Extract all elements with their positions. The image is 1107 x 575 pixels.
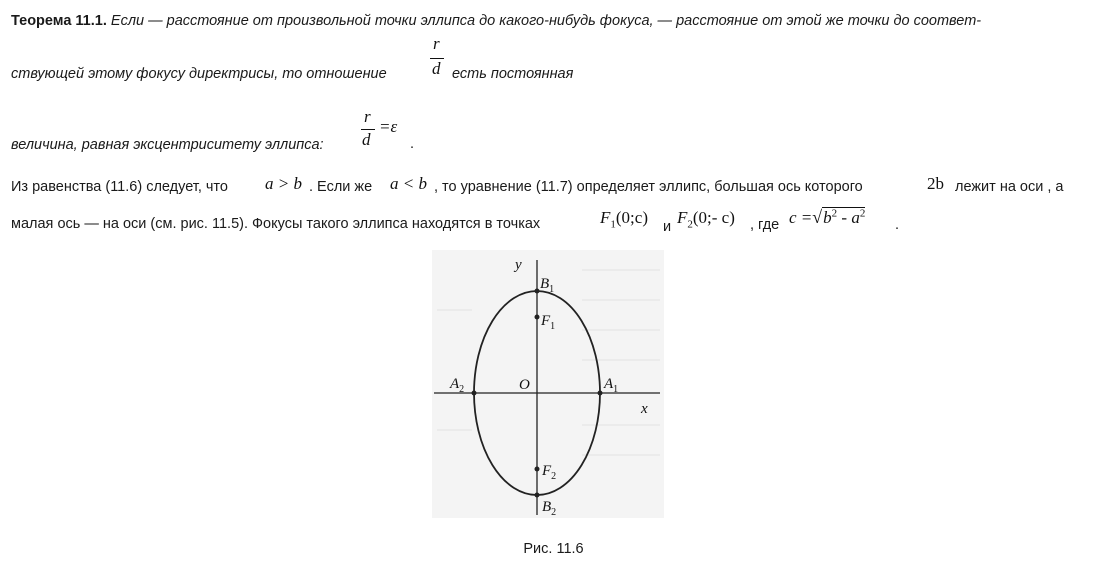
label-b1: $B_1$ (540, 276, 555, 295)
para-t1: Из равенства (11.6) следует, что (11, 179, 228, 195)
ratio-denominator: d (432, 59, 441, 78)
label-f2: $F_2$ (542, 463, 557, 482)
figure-caption: Рис. 11.6 (523, 541, 584, 557)
label-f1: $F_1$ (541, 313, 556, 332)
point-a2 (472, 391, 477, 396)
point-f1 (535, 315, 540, 320)
para-t5: малая ось — на оси (см. рис. 11.5). Фокусы такого эллипса находятся в точках (11, 216, 541, 232)
theorem-line-2-post: есть постоянная (452, 66, 574, 82)
theorem-line-3: величина, равная эксцентриситету эллипса: (11, 137, 324, 153)
math-a-lt-b: a < b (390, 174, 427, 193)
eq-period: . (410, 136, 415, 152)
eq-numerator: r (364, 107, 371, 126)
para-t6: , где (750, 217, 780, 233)
label-axis-y: y (515, 257, 522, 273)
eq-denominator: d (362, 130, 371, 149)
label-origin: O (519, 377, 530, 393)
label-a1: $A_1$ (604, 376, 619, 395)
point-f2 (535, 467, 540, 472)
para-end: . (895, 217, 900, 233)
math-2b: 2b (927, 174, 944, 193)
para-and: и (663, 219, 672, 235)
label-axis-x: x (641, 401, 648, 417)
math-c-eq: $c =√b^2 - a^2$ (789, 207, 866, 227)
label-a2: $A_2$ (450, 376, 465, 395)
focus-f2: $F_2(0;-$ c) (677, 208, 735, 231)
point-b2 (535, 493, 540, 498)
point-a1 (598, 391, 603, 396)
ellipse-diagram (432, 250, 664, 518)
para-t2: . Если же (309, 179, 373, 195)
theorem-label: Теорема 11.1. (11, 13, 107, 29)
theorem-text-1: Если — расстояние от произвольной точки эллипса до какого-нибудь фокуса, — расстояние от этой же точки до соответ- (110, 13, 982, 29)
para-t3: , то уравнение (11.7) определяет эллипс, большая ось которого (434, 179, 863, 195)
theorem-line-2-pre: ствующей этому фокусу директрисы, то отношение (11, 66, 387, 82)
para-t4: лежит на оси , а (955, 179, 1064, 195)
point-b1 (535, 289, 540, 294)
focus-f1: $F_1(0;c)$ (600, 208, 648, 231)
ellipse-figure (432, 250, 664, 518)
ratio-numerator: r (433, 34, 440, 53)
math-a-gt-b: a > b (265, 174, 302, 193)
label-b2: $B_2$ (542, 499, 557, 518)
eq-rhs: =ε (379, 117, 398, 136)
theorem-line-1 (11, 13, 981, 29)
